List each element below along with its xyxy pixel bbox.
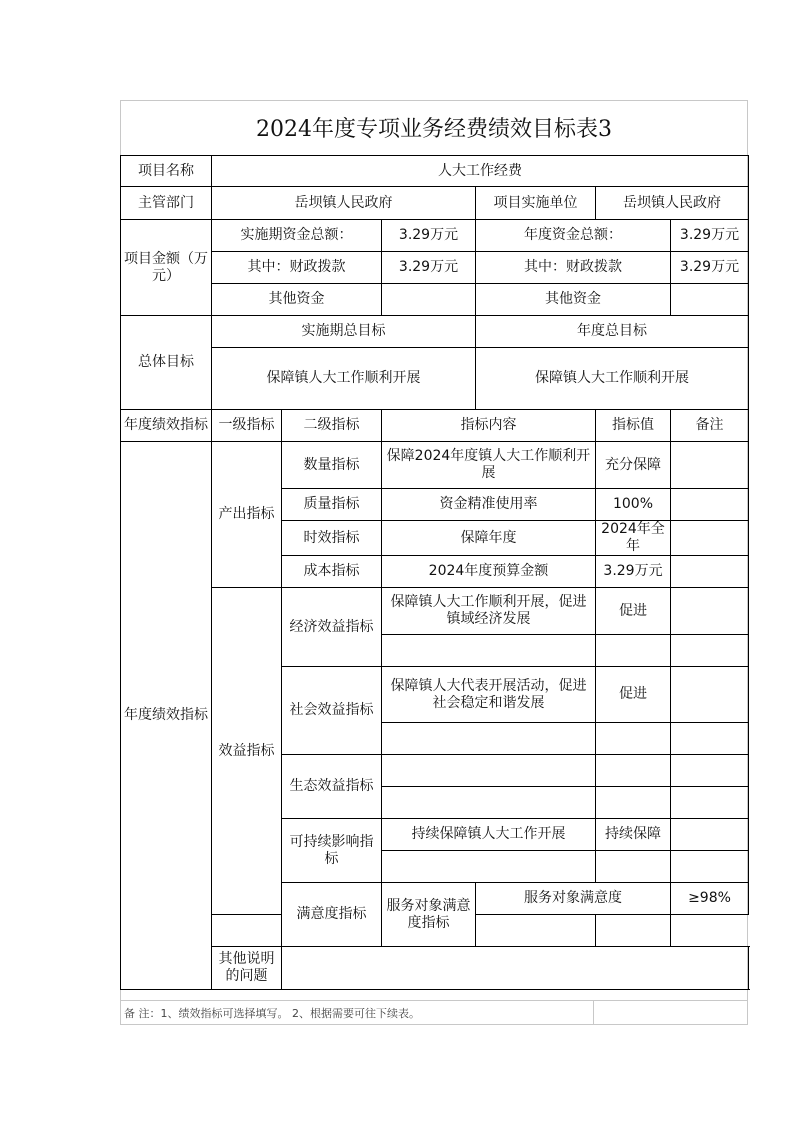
fiscal-fund-value: 3.29万元	[382, 252, 476, 284]
amount-label: 项目金额（万元）	[121, 220, 212, 316]
table-row	[121, 588, 749, 635]
table-row	[121, 187, 749, 220]
timeliness-value: 2024年全年	[596, 521, 671, 556]
period-goal-header: 实施期总目标	[212, 316, 476, 348]
fiscal-fund-label: 其中：财政拨款	[212, 252, 382, 284]
quantity-remark	[671, 442, 749, 489]
social-remark	[671, 667, 749, 723]
other-fund-value	[382, 284, 476, 316]
ecological-content-2	[382, 787, 596, 819]
table-row	[121, 220, 749, 252]
economic-indicator: 经济效益指标	[282, 588, 382, 667]
table-row	[121, 316, 749, 348]
table-row	[121, 348, 749, 410]
table-row	[121, 284, 749, 316]
ecological-content	[382, 755, 596, 787]
table-row	[121, 947, 749, 990]
col-level2: 二级指标	[282, 410, 382, 442]
economic-value: 促进	[596, 588, 671, 635]
performance-table	[120, 155, 749, 990]
other-fund-label: 其他资金	[212, 284, 382, 316]
col-content: 指标内容	[382, 410, 596, 442]
social-remark-2	[671, 723, 749, 755]
table-row	[121, 410, 749, 442]
dept-value: 岳坝镇人民政府	[212, 187, 476, 220]
quality-value: 100%	[596, 489, 671, 521]
service-satisfaction-indicator: 服务对象满意度指标	[382, 883, 476, 947]
project-name-value: 人大工作经费	[212, 156, 749, 187]
economic-content-2	[382, 635, 596, 667]
table-row	[121, 442, 749, 489]
impl-unit-value: 岳坝镇人民政府	[596, 187, 749, 220]
satisfaction-indicator-label: 满意度指标	[282, 883, 382, 947]
dept-label: 主管部门	[121, 187, 212, 220]
annual-goal-text: 保障镇人大工作顺利开展	[476, 348, 749, 410]
cost-indicator: 成本指标	[282, 556, 382, 588]
annual-fiscal-label: 其中：财政拨款	[476, 252, 671, 284]
sustainable-content: 持续保障镇人大工作开展	[382, 819, 596, 851]
ecological-remark	[671, 755, 749, 787]
quality-remark	[671, 489, 749, 521]
ecological-value	[596, 755, 671, 787]
col-value: 指标值	[596, 410, 671, 442]
impl-unit-label: 项目实施单位	[476, 187, 596, 220]
economic-content: 保障镇人大工作顺利开展，促进镇域经济发展	[382, 588, 596, 635]
sustainable-value: 持续保障	[596, 819, 671, 851]
economic-remark-2	[671, 635, 749, 667]
service-content: 服务对象满意度	[476, 883, 671, 915]
benefit-indicator-label: 效益指标	[212, 588, 282, 915]
quality-content: 资金精准使用率	[382, 489, 596, 521]
timeliness-content: 保障年度	[382, 521, 596, 556]
annual-other-value	[671, 284, 749, 316]
cost-remark	[671, 556, 749, 588]
annual-fund-value: 3.29万元	[671, 220, 749, 252]
ecological-value-2	[596, 787, 671, 819]
timeliness-remark	[671, 521, 749, 556]
quantity-content: 保障2024年度镇人大工作顺利开展	[382, 442, 596, 489]
social-content: 保障镇人大代表开展活动，促进社会稳定和谐发展	[382, 667, 596, 723]
annual-fiscal-value: 3.29万元	[671, 252, 749, 284]
service-value: ≥98%	[671, 883, 749, 915]
cost-value: 3.29万元	[596, 556, 671, 588]
social-value: 促进	[596, 667, 671, 723]
annual-fund-label: 年度资金总额：	[476, 220, 671, 252]
period-goal-text: 保障镇人大工作顺利开展	[212, 348, 476, 410]
ecological-indicator: 生态效益指标	[282, 755, 382, 819]
quality-indicator: 质量指标	[282, 489, 382, 521]
sustainable-indicator: 可持续影响指标	[282, 819, 382, 883]
project-name-label: 项目名称	[121, 156, 212, 187]
social-value-2	[596, 723, 671, 755]
table-row	[121, 252, 749, 284]
footnote: 备 注：1、绩效指标可选择填写。 2、根据需要可往下续表。	[120, 1000, 748, 1025]
annual-goal-header: 年度总目标	[476, 316, 749, 348]
annual-other-label: 其他资金	[476, 284, 671, 316]
quantity-value: 充分保障	[596, 442, 671, 489]
sustainable-remark-2	[671, 851, 749, 883]
table-row	[121, 156, 749, 187]
total-fund-value: 3.29万元	[382, 220, 476, 252]
ecological-remark-2	[671, 787, 749, 819]
col-level1: 一级指标	[212, 410, 282, 442]
social-indicator: 社会效益指标	[282, 667, 382, 755]
output-indicator-label: 产出指标	[212, 442, 282, 588]
other-issues-label: 其他说明的问题	[212, 947, 282, 990]
other-issues-value	[282, 947, 749, 990]
timeliness-indicator: 时效指标	[282, 521, 382, 556]
sustainable-remark	[671, 819, 749, 851]
sustainable-value-2	[596, 851, 671, 883]
performance-target-sheet	[120, 100, 748, 1025]
cost-content: 2024年度预算金额	[382, 556, 596, 588]
col-remark: 备注	[671, 410, 749, 442]
indicator-side-label: 年度绩效指标	[121, 442, 212, 990]
sustainable-content-2	[382, 851, 596, 883]
total-fund-label: 实施期资金总额：	[212, 220, 382, 252]
quantity-indicator: 数量指标	[282, 442, 382, 489]
economic-remark	[671, 588, 749, 635]
sheet-title: 2024年度专项业务经费绩效目标表3	[256, 117, 612, 142]
service-value-2	[476, 915, 596, 947]
service-remark-2	[596, 915, 671, 947]
indicator-header-label: 年度绩效指标	[121, 410, 212, 442]
overall-goal-label: 总体目标	[121, 316, 212, 410]
economic-value-2	[596, 635, 671, 667]
social-content-2	[382, 723, 596, 755]
